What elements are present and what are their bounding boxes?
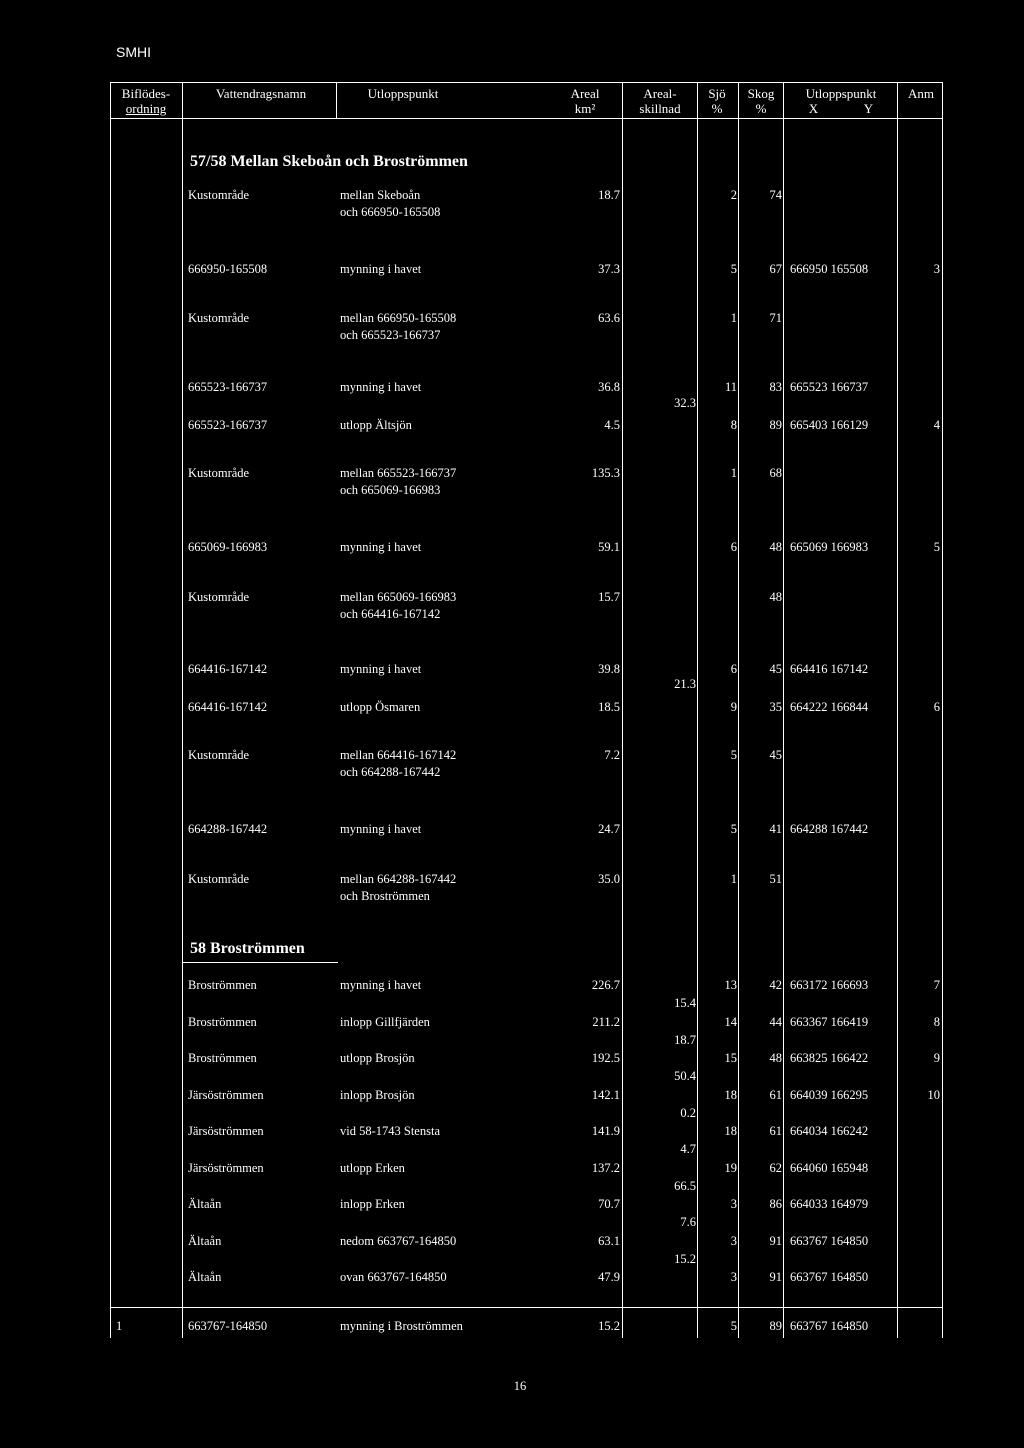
cell-xy: 663767 164850 (790, 1233, 869, 1248)
cell-xy: 665403 166129 (790, 418, 869, 432)
agency-label: SMHI (116, 44, 151, 60)
cell-skog: 45 (769, 662, 782, 676)
cell-skog: 61 (769, 1124, 782, 1138)
cell-outlet: mellan 665069-166983 (340, 590, 457, 604)
cell-outlet: vid 58-1743 Stensta (340, 1124, 440, 1138)
cell-name: Kustområde (188, 590, 250, 604)
cell-area: 24.7 (598, 822, 620, 836)
cell-area: 36.8 (598, 380, 620, 394)
cell-outlet: utlopp Ösmaren (340, 700, 421, 714)
cell-skog: 89 (769, 1319, 782, 1333)
cell-area: 35.0 (598, 872, 620, 886)
header-xy-line1: Utloppspunkt (805, 86, 877, 101)
grid-line (697, 82, 698, 1338)
cell-sjo: 5 (730, 1319, 737, 1333)
cell-area: 141.9 (591, 1124, 620, 1138)
cell-area: 39.8 (598, 662, 620, 676)
cell-skog: 61 (769, 1087, 782, 1102)
cell-sjo: 1 (730, 466, 737, 480)
cell-outlet: mellan 665523-166737 (340, 466, 457, 480)
cell-xy: 663825 166422 (790, 1051, 869, 1065)
cell-outlet: mynning i havet (340, 540, 422, 554)
header-sjo-line1: Sjö (708, 86, 726, 101)
cell-skog: 91 (769, 1270, 782, 1284)
cell-name: Ältaån (188, 1197, 222, 1211)
cell-name: Järsöströmmen (188, 1087, 264, 1102)
table-top-border (110, 82, 943, 83)
grid-line (336, 82, 337, 118)
cell-xy: 664416 167142 (790, 662, 869, 676)
cell-outlet: mynning i havet (340, 380, 422, 394)
area-difference: 32.3 (674, 396, 696, 410)
grid-line (783, 82, 784, 1338)
area-difference: 18.7 (674, 1032, 696, 1047)
cell-sjo: 3 (730, 1270, 737, 1284)
cell-sjo: 5 (730, 748, 737, 762)
cell-area: 63.6 (598, 311, 620, 325)
cell-skog: 42 (769, 978, 782, 992)
cell-area: 37.3 (598, 262, 620, 276)
area-difference: 50.4 (674, 1069, 696, 1083)
cell-anm: 6 (933, 700, 940, 714)
cell-name: Kustområde (188, 872, 250, 886)
cell-sjo: 11 (724, 380, 737, 394)
cell-name: 663767-164850 (188, 1319, 268, 1333)
cell-area: 18.7 (598, 188, 620, 202)
cell-xy: 665523 166737 (790, 380, 869, 394)
grid-line (182, 82, 183, 1338)
area-difference: 15.4 (674, 996, 696, 1010)
cell-xy: 663767 164850 (790, 1270, 869, 1284)
cell-sjo: 13 (724, 978, 737, 992)
cell-outlet-line2: och Broströmmen (340, 889, 430, 903)
area-difference: 21.3 (674, 677, 696, 691)
cell-xy: 664288 167442 (790, 822, 869, 836)
cell-skog: 41 (769, 822, 782, 836)
cell-outlet: mellan 664416-167142 (340, 748, 457, 762)
section-underline (183, 962, 338, 963)
cell-outlet: utlopp Brosjön (340, 1051, 415, 1065)
cell-area: 59.1 (598, 540, 620, 554)
section-heading: 58 Broströmmen (190, 940, 305, 957)
cell-name: 665069-166983 (188, 540, 268, 554)
cell-skog: 48 (769, 1051, 782, 1065)
cell-anm: 8 (933, 1014, 940, 1029)
cell-name: Järsöströmmen (188, 1124, 264, 1138)
header-areal-line1: Areal (570, 86, 600, 101)
cell-sjo: 19 (724, 1160, 737, 1175)
cell-outlet: nedom 663767-164850 (340, 1233, 457, 1248)
cell-anm: 3 (933, 262, 940, 276)
header-diff-line2: skillnad (639, 101, 681, 116)
cell-bifl: 1 (116, 1319, 123, 1333)
cell-sjo: 3 (730, 1197, 737, 1211)
cell-area: 142.1 (591, 1087, 620, 1102)
cell-area: 226.7 (591, 978, 620, 992)
cell-name: 666950-165508 (188, 262, 268, 276)
cell-skog: 44 (769, 1014, 782, 1029)
cell-skog: 91 (769, 1233, 782, 1248)
grid-line (110, 82, 111, 1338)
cell-skog: 83 (769, 380, 782, 394)
cell-xy: 664222 166844 (790, 700, 869, 714)
header-vattendragsnamn: Vattendragsnamn (215, 86, 307, 101)
cell-skog: 48 (769, 540, 782, 554)
cell-outlet: utlopp Ältsjön (340, 418, 412, 432)
cell-sjo: 18 (724, 1124, 737, 1138)
header-utloppspunkt: Utloppspunkt (367, 86, 439, 101)
cell-skog: 71 (769, 311, 782, 325)
cell-name: 664288-167442 (188, 822, 268, 836)
cell-skog: 51 (769, 872, 782, 886)
last-row-separator (110, 1307, 943, 1308)
grid-line (897, 82, 898, 1338)
cell-outlet: mynning i havet (340, 662, 422, 676)
cell-skog: 68 (769, 466, 782, 480)
cell-area: 7.2 (604, 748, 620, 762)
cell-name: Järsöströmmen (188, 1160, 264, 1175)
header-skog-line1: Skog (747, 86, 775, 101)
cell-area: 192.5 (591, 1051, 620, 1065)
cell-name: Kustområde (188, 748, 250, 762)
cell-name: 665523-166737 (188, 418, 268, 432)
cell-sjo: 1 (730, 872, 737, 886)
cell-name: Broströmmen (188, 1014, 257, 1029)
cell-xy: 663767 164850 (790, 1319, 869, 1333)
cell-name: 664416-167142 (188, 662, 268, 676)
cell-sjo: 6 (730, 540, 737, 554)
header-bifl-line2: ordning (125, 101, 167, 116)
cell-sjo: 6 (730, 662, 737, 676)
cell-outlet: inlopp Gillfjärden (340, 1014, 430, 1029)
cell-name: 665523-166737 (188, 380, 268, 394)
grid-line (738, 82, 739, 1338)
cell-area: 135.3 (591, 466, 620, 480)
header-diff-line1: Areal- (643, 86, 677, 101)
cell-xy: 663172 166693 (790, 978, 869, 992)
cell-outlet: inlopp Brosjön (340, 1087, 415, 1102)
cell-sjo: 9 (730, 700, 737, 714)
cell-outlet: utlopp Erken (340, 1160, 405, 1175)
cell-skog: 74 (769, 188, 782, 202)
cell-area: 137.2 (591, 1160, 620, 1175)
cell-outlet: mynning i havet (340, 978, 422, 992)
cell-outlet: mynning i havet (340, 822, 422, 836)
cell-skog: 67 (769, 262, 782, 276)
page-number: 16 (513, 1379, 527, 1393)
cell-xy: 664033 164979 (790, 1197, 869, 1211)
cell-xy: 666950 165508 (790, 262, 869, 276)
cell-sjo: 15 (724, 1051, 737, 1065)
cell-anm: 10 (927, 1087, 940, 1102)
area-difference: 66.5 (674, 1178, 696, 1193)
header-y: Y (863, 101, 874, 116)
cell-name: Kustområde (188, 466, 250, 480)
cell-sjo: 5 (730, 262, 737, 276)
cell-outlet-line2: och 665523-166737 (340, 328, 441, 342)
cell-xy: 664039 166295 (790, 1087, 869, 1102)
cell-outlet-line2: och 665069-166983 (340, 483, 441, 497)
cell-outlet: ovan 663767-164850 (340, 1270, 447, 1284)
cell-xy: 663367 166419 (790, 1014, 869, 1029)
header-areal-line2: km² (574, 101, 596, 116)
cell-skog: 89 (769, 418, 782, 432)
header-bifl-line1: Biflödes- (121, 86, 171, 101)
header-skog-line2: % (755, 101, 767, 116)
cell-name: Broströmmen (188, 1051, 257, 1065)
section-heading: 57/58 Mellan Skeboån och Broströmmen (190, 153, 468, 170)
cell-skog: 62 (769, 1160, 782, 1175)
cell-anm: 5 (933, 540, 940, 554)
cell-area: 47.9 (598, 1270, 620, 1284)
cell-name: Kustområde (188, 188, 250, 202)
cell-skog: 35 (769, 700, 782, 714)
cell-area: 70.7 (598, 1197, 620, 1211)
cell-outlet: mellan Skeboån (340, 188, 421, 202)
cell-sjo: 8 (730, 418, 737, 432)
area-difference: 4.7 (680, 1142, 696, 1156)
area-difference: 7.6 (680, 1215, 696, 1229)
cell-outlet: mynning i havet (340, 262, 422, 276)
cell-sjo: 14 (724, 1014, 737, 1029)
cell-area: 4.5 (604, 418, 620, 432)
cell-area: 211.2 (592, 1014, 620, 1029)
cell-skog: 86 (769, 1197, 782, 1211)
cell-area: 15.7 (598, 590, 620, 604)
cell-xy: 664060 165948 (790, 1160, 869, 1175)
grid-line (622, 82, 623, 1338)
cell-outlet: mellan 666950-165508 (340, 311, 457, 325)
cell-outlet-line2: och 664288-167442 (340, 765, 441, 779)
cell-name: Ältaån (188, 1270, 222, 1284)
cell-skog: 45 (769, 748, 782, 762)
cell-outlet: mellan 664288-167442 (340, 872, 457, 886)
cell-anm: 4 (933, 418, 940, 432)
header-anm: Anm (908, 86, 934, 101)
header-x: X (808, 101, 819, 116)
cell-anm: 7 (933, 978, 940, 992)
cell-outlet: mynning i Broströmmen (340, 1319, 463, 1333)
area-difference: 0.2 (680, 1105, 696, 1120)
grid-line (942, 82, 943, 1338)
cell-outlet-line2: och 664416-167142 (340, 607, 441, 621)
cell-outlet-line2: och 666950-165508 (340, 205, 441, 219)
cell-anm: 9 (933, 1051, 940, 1065)
cell-skog: 48 (769, 590, 782, 604)
cell-sjo: 2 (730, 188, 737, 202)
cell-sjo: 5 (730, 822, 737, 836)
cell-name: Broströmmen (188, 978, 257, 992)
cell-area: 15.2 (598, 1319, 620, 1333)
header-sjo-line2: % (711, 101, 723, 116)
cell-sjo: 18 (724, 1087, 737, 1102)
cell-sjo: 1 (730, 311, 737, 325)
cell-xy: 664034 166242 (790, 1124, 869, 1138)
cell-area: 18.5 (598, 700, 620, 714)
header-bottom-border (110, 118, 943, 119)
cell-area: 63.1 (598, 1233, 620, 1248)
cell-name: Kustområde (188, 311, 250, 325)
cell-sjo: 3 (730, 1233, 737, 1248)
cell-name: Ältaån (188, 1233, 222, 1248)
cell-name: 664416-167142 (188, 700, 268, 714)
cell-xy: 665069 166983 (790, 540, 869, 554)
area-difference: 15.2 (674, 1251, 696, 1266)
cell-outlet: inlopp Erken (340, 1197, 405, 1211)
